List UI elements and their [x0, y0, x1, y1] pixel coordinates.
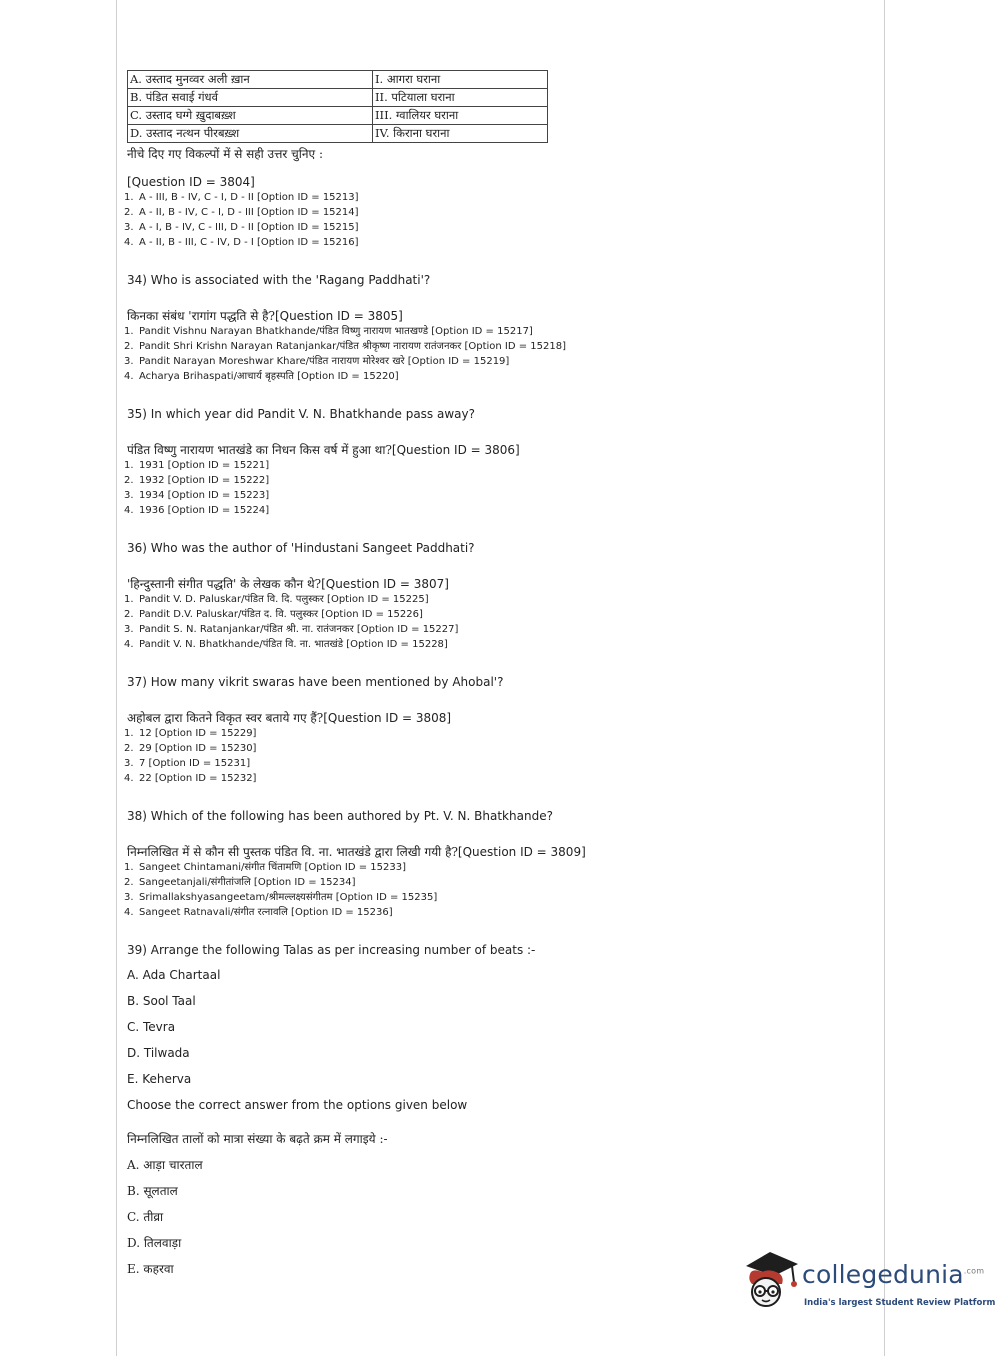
list-item: 4. 1936 [Option ID = 15224]: [124, 505, 270, 516]
question-35: [124, 407, 887, 518]
table-row: [128, 125, 548, 143]
list-item: 1. Pandit V. D. Paluskar/पंडित वि. दि. पलुस्कर [Option ID = 15225]: [124, 594, 429, 605]
table-cell-right: IV. किराना घराना: [373, 125, 548, 143]
list-item: E. कहरवा: [127, 1262, 174, 1276]
question-36: [124, 541, 887, 652]
table-row: [128, 107, 548, 125]
question-text: 39) Arrange the following Talas as per increasing number of beats :-: [127, 943, 536, 957]
question-34: [124, 273, 887, 384]
list-item: 1. 12 [Option ID = 15229]: [124, 728, 257, 739]
options-list: [124, 592, 887, 652]
options-list: [124, 324, 887, 384]
question-text: 37) How many vikrit swaras have been mentioned by Ahobal'?: [127, 675, 504, 689]
list-item: 1. Pandit Vishnu Narayan Bhatkhande/पंडित विष्णु नारायण भातखण्डे [Option ID = 15217]: [124, 326, 533, 337]
list-item: 4. Sangeet Ratnavali/संगीत रत्नावलि [Option ID = 15236]: [124, 907, 393, 918]
list-item: 1. A - III, B - IV, C - I, D - II [Option ID = 15213]: [124, 192, 359, 203]
list-item: C. तीव्रा: [127, 1210, 164, 1224]
table-cell-left: B. पंडित सवाई गंधर्व: [128, 89, 373, 107]
list-item: 1. 1931 [Option ID = 15221]: [124, 460, 270, 471]
list-item: 3. 1934 [Option ID = 15223]: [124, 490, 270, 501]
question-hindi: किनका संबंध 'रागांग पद्धति से है?[Question ID = 3805]: [127, 309, 403, 323]
list-item: 1. Sangeet Chintamani/संगीत चिंतामणि [Option ID = 15233]: [124, 862, 407, 873]
table-cell-right: II. पटियाला घराना: [373, 89, 548, 107]
question-hindi: निम्नलिखित तालों को मात्रा संख्या के बढ़ते क्रम में लगाइये :-: [127, 1132, 388, 1146]
table-cell-left: A. उस्ताद मुनव्वर अली ख़ान: [128, 71, 373, 89]
list-item: E. Keherva: [127, 1072, 192, 1086]
match-table: [127, 70, 548, 143]
options-list: [124, 458, 887, 518]
options-list: [124, 860, 887, 920]
collegedunia-logo[interactable]: [740, 1246, 996, 1318]
table-row: [128, 89, 548, 107]
table-cell-right: III. ग्वालियर घराना: [373, 107, 548, 125]
list-item: D. तिलवाड़ा: [127, 1236, 182, 1250]
options-list: [124, 726, 887, 786]
question-text: 34) Who is associated with the 'Ragang Paddhati'?: [127, 273, 431, 287]
left-page-border: [116, 0, 117, 1356]
table-row: [128, 71, 548, 89]
list-item: 2. 29 [Option ID = 15230]: [124, 743, 257, 754]
list-item: 2. Pandit Shri Krishn Narayan Ratanjankar/पंडित श्रीकृष्ण नारायण रातंजनकर [Option ID = 15218]: [124, 341, 567, 352]
student-mascot-icon: [740, 1248, 804, 1314]
question-hindi: 'हिन्दुस्तानी संगीत पद्धति' के लेखक कौन थे?[Question ID = 3807]: [127, 577, 449, 591]
question-text: 35) In which year did Pandit V. N. Bhatkhande pass away?: [127, 407, 475, 421]
logo-wordmark: collegedunia: [802, 1260, 964, 1289]
list-item: 4. 22 [Option ID = 15232]: [124, 773, 257, 784]
list-item: 2. Sangeetanjali/संगीतांजलि [Option ID = 15234]: [124, 877, 356, 888]
question-hindi: निम्नलिखित में से कौन सी पुस्तक पंडित वि. ना. भातखंडे द्वारा लिखी गयी है?[Question ID = 3809]: [127, 845, 586, 859]
table-cell-right: I. आगरा घराना: [373, 71, 548, 89]
question-content: [124, 70, 887, 1282]
list-item: B. सूलताल: [127, 1184, 178, 1198]
question-text: 36) Who was the author of 'Hindustani Sangeet Paddhati?: [127, 541, 475, 555]
list-item: A. Ada Chartaal: [127, 968, 221, 982]
list-item: 4. Acharya Brihaspati/आचार्य बृहस्पति [Option ID = 15220]: [124, 371, 399, 382]
question-hindi: अहोबल द्वारा कितने विकृत स्वर बताये गए हैं?[Question ID = 3808]: [127, 711, 452, 725]
list-item: C. Tevra: [127, 1020, 176, 1034]
logo-suffix: .com: [963, 1266, 985, 1276]
list-item: 2. A - II, B - IV, C - I, D - III [Option ID = 15214]: [124, 207, 359, 218]
question-hindi: पंडित विष्णु नारायण भातखंडे का निधन किस वर्ष में हुआ था?[Question ID = 3806]: [127, 443, 520, 457]
list-item: 3. Srimallakshyasangeetam/श्रीमल्लक्ष्यसंगीतम [Option ID = 15235]: [124, 892, 438, 903]
list-item: 3. A - I, B - IV, C - III, D - II [Option ID = 15215]: [124, 222, 359, 233]
list-item: 3. 7 [Option ID = 15231]: [124, 758, 251, 769]
list-item: D. Tilwada: [127, 1046, 190, 1060]
instruction-text: नीचे दिए गए विकल्पों में से सही उत्तर चुनिए :: [127, 147, 324, 161]
list-item: 3. Pandit Narayan Moreshwar Khare/पंडित नारायण मोरेश्वर खरे [Option ID = 15219]: [124, 356, 510, 367]
question-id: [Question ID = 3804]: [127, 175, 255, 189]
question-37: [124, 675, 887, 786]
list-item: A. आड़ा चारताल: [127, 1158, 203, 1172]
list-item: 2. 1932 [Option ID = 15222]: [124, 475, 270, 486]
list-item: 4. Pandit V. N. Bhatkhande/पंडित वि. ना. भातखंडे [Option ID = 15228]: [124, 639, 448, 650]
list-item: 2. Pandit D.V. Paluskar/पंडित द. वि. पलुस्कर [Option ID = 15226]: [124, 609, 423, 620]
table-cell-left: C. उस्ताद घग्गे ख़ुदाबख़्श: [128, 107, 373, 125]
question-39: [127, 943, 887, 1282]
question-38: [124, 809, 887, 920]
question-text: 38) Which of the following has been authored by Pt. V. N. Bhatkhande?: [127, 809, 553, 823]
list-item: B. Sool Taal: [127, 994, 196, 1008]
logo-tagline: India's largest Student Review Platform: [804, 1298, 996, 1308]
table-cell-left: D. उस्ताद नत्थन पीरबख़्श: [128, 125, 373, 143]
choose-instruction: Choose the correct answer from the options given below: [127, 1098, 468, 1112]
list-item: 3. Pandit S. N. Ratanjankar/पंडित श्री. ना. रातंजनकर [Option ID = 15227]: [124, 624, 459, 635]
list-item: 4. A - II, B - III, C - IV, D - I [Option ID = 15216]: [124, 237, 359, 248]
options-list: [124, 190, 887, 250]
